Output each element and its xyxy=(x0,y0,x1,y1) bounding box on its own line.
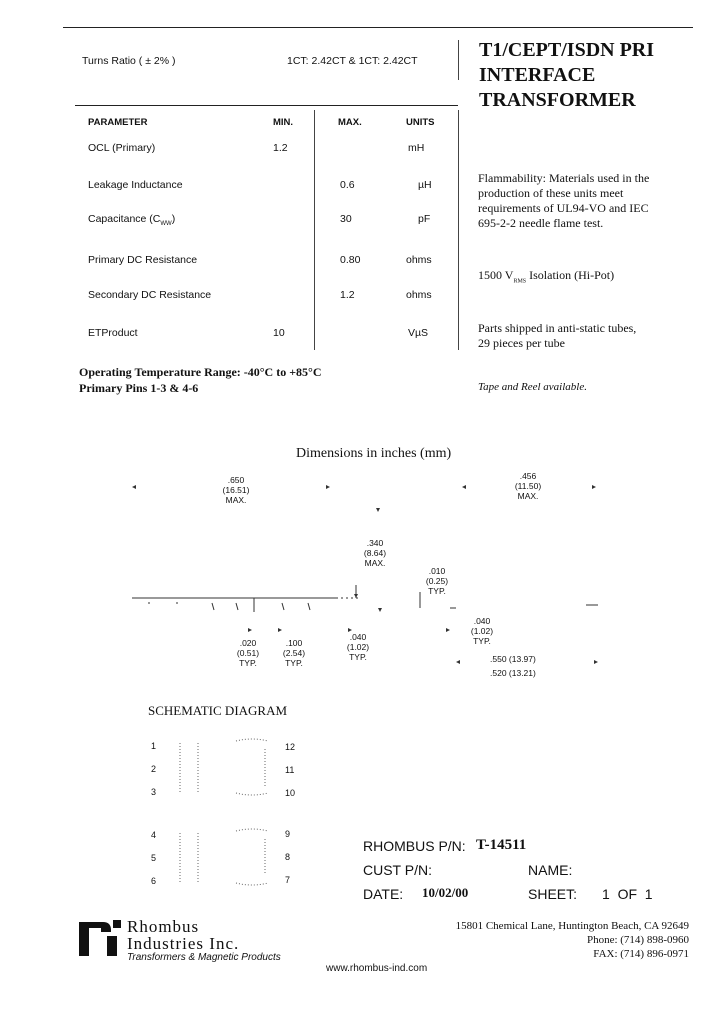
company-website[interactable]: www.rhombus-ind.com xyxy=(326,963,428,974)
pin-4: 4 xyxy=(151,830,157,840)
param-name: Leakage Inductance xyxy=(88,179,183,191)
operating-temp: Operating Temperature Range: -40°C to +85°C xyxy=(79,365,322,379)
dim-value: .010 xyxy=(428,566,446,576)
name-label: NAME: xyxy=(528,862,573,878)
dim-note: MAX. xyxy=(517,491,539,501)
dim-note: MAX. xyxy=(225,495,247,505)
dim-value: .650 xyxy=(227,475,245,485)
primary-pins: Primary Pins 1-3 & 4-6 xyxy=(79,381,199,395)
param-name-text: Capacitance (C xyxy=(88,213,161,225)
param-subscript: WW xyxy=(160,221,172,228)
rhombus-pn-value: T-14511 xyxy=(476,837,527,853)
dim-note: TYP. xyxy=(473,636,491,646)
cust-pn-label: CUST P/N: xyxy=(363,862,432,878)
dim-mm: (2.54) xyxy=(282,648,306,658)
pin-8: 8 xyxy=(285,852,291,862)
header-min: MIN. xyxy=(273,117,294,128)
turns-ratio-value: 1CT: 2.42CT & 1CT: 2.42CT xyxy=(287,55,418,67)
rhombus-logo-icon xyxy=(77,918,125,958)
rhombus-pn-label: RHOMBUS P/N: xyxy=(363,838,466,854)
param-units: ohms xyxy=(406,254,432,266)
shipping-note: Parts shipped in anti-static tubes, 29 pieces per tube xyxy=(478,321,637,350)
param-name-end: ) xyxy=(171,213,176,225)
company-phone: Phone: (714) 898-0960 xyxy=(586,934,689,946)
dim-520: .520 (13.21) xyxy=(490,668,536,678)
dim-mm: (16.51) xyxy=(222,485,250,495)
isolation-text-post: Isolation (Hi-Pot) xyxy=(526,268,615,282)
title-line-3: TRANSFORMER xyxy=(479,89,636,111)
dim-value: .456 xyxy=(519,471,537,481)
date-value: 10/02/00 xyxy=(422,885,469,900)
param-max: 0.6 xyxy=(340,179,355,191)
company-name-1: Rhombus xyxy=(127,917,200,936)
pin-2: 2 xyxy=(151,764,157,774)
dim-mm: (0.25) xyxy=(425,576,449,586)
dim-note: TYP. xyxy=(239,658,257,668)
dim-note: TYP. xyxy=(349,652,367,662)
dim-value: .040 xyxy=(473,616,491,626)
dim-mm: (0.51) xyxy=(236,648,260,658)
flammability-note: Flammability: Materials used in the production of these units meet requirements of UL94-VO and IEC 695-2-2 needle flame test. xyxy=(478,171,650,230)
header-max: MAX. xyxy=(338,117,362,128)
pin-1: 1 xyxy=(151,741,157,751)
company-name-2: Industries Inc. xyxy=(127,934,240,953)
company-tagline: Transformers & Magnetic Products xyxy=(127,952,281,963)
param-units: µH xyxy=(418,179,432,191)
dim-note: MAX. xyxy=(364,558,386,568)
title-line-2: INTERFACE xyxy=(479,64,596,86)
dimensions-title: Dimensions in inches (mm) xyxy=(296,446,452,461)
isolation-subscript: RMS xyxy=(513,278,527,285)
company-fax: FAX: (714) 896-0971 xyxy=(593,948,689,960)
isolation-text-pre: 1500 V xyxy=(478,268,514,282)
schematic-title: SCHEMATIC DIAGRAM xyxy=(148,703,288,718)
param-name: Primary DC Resistance xyxy=(88,254,198,266)
pin-9: 9 xyxy=(285,829,291,839)
param-units: VµS xyxy=(408,327,429,339)
param-name: ETProduct xyxy=(88,327,138,339)
tape-reel-note: Tape and Reel available. xyxy=(478,381,587,393)
dim-note: TYP. xyxy=(285,658,303,668)
dim-550: .550 (13.97) xyxy=(490,654,536,664)
dim-mm: (8.64) xyxy=(363,548,387,558)
param-max: 0.80 xyxy=(340,254,361,266)
dim-mm: (1.02) xyxy=(470,626,494,636)
date-label: DATE: xyxy=(363,886,404,902)
param-units: pF xyxy=(418,213,431,225)
pin-10: 10 xyxy=(285,788,296,798)
dim-value: .340 xyxy=(366,538,384,548)
dim-value: .040 xyxy=(349,632,367,642)
param-max: 30 xyxy=(340,213,352,225)
sheet-label: SHEET: xyxy=(528,886,578,902)
param-units: ohms xyxy=(406,289,432,301)
param-units: mH xyxy=(408,142,425,154)
turns-ratio-label: Turns Ratio ( ± 2% ) xyxy=(82,55,176,67)
dim-value: .020 xyxy=(239,638,257,648)
header-units: UNITS xyxy=(406,117,435,128)
pin-7: 7 xyxy=(285,875,291,885)
dim-mm: (11.50) xyxy=(514,481,542,491)
title-line-1: T1/CEPT/ISDN PRI xyxy=(479,39,655,61)
dim-value: .100 xyxy=(285,638,303,648)
param-max: 1.2 xyxy=(340,289,355,301)
pin-12: 12 xyxy=(285,742,296,752)
schematic-diagram xyxy=(140,735,310,895)
dim-note: TYP. xyxy=(428,586,446,596)
param-name: OCL (Primary) xyxy=(88,142,156,154)
param-min: 1.2 xyxy=(273,142,288,154)
company-address: 15801 Chemical Lane, Huntington Beach, CA 92649 xyxy=(455,920,689,932)
param-name: Secondary DC Resistance xyxy=(88,289,212,301)
dim-mm: (1.02) xyxy=(346,642,370,652)
sheet-value: 1 OF 1 xyxy=(602,886,653,902)
pin-11: 11 xyxy=(285,765,295,775)
pin-3: 3 xyxy=(151,787,157,797)
pin-5: 5 xyxy=(151,853,157,863)
header-parameter: PARAMETER xyxy=(88,117,148,128)
pin-6: 6 xyxy=(151,876,157,886)
param-min: 10 xyxy=(273,327,285,339)
